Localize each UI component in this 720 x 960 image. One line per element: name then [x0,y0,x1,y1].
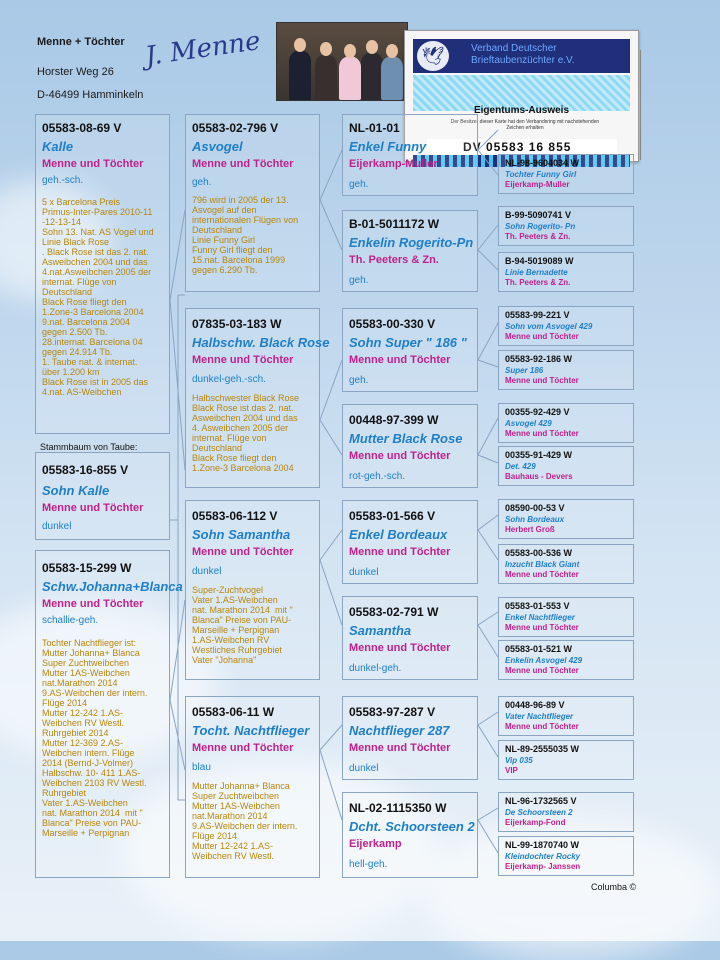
pedigree-box-gen5 [498,154,634,194]
breeder: Menne und Töchter [349,546,451,558]
pigeon-name: Sohn vom Asvogel 429 [505,322,593,331]
ring-number: NL-01-01 [349,121,400,135]
pedigree-box-gen5 [498,597,634,637]
pedigree-box-gen4 [342,114,478,196]
pigeon-name: Sohn Samantha [192,527,291,542]
feather-color: dunkel-geh.-sch. [192,374,266,385]
breeder: Menne und Töchter [192,546,294,558]
feather-color: rot-geh.-sch. [349,471,406,482]
feather-color: dunkel [192,566,222,577]
pigeon-name: Sohn Super " 186 " [349,335,467,350]
ring-number: B-99-5090741 V [505,210,572,220]
feather-color: dunkel [349,763,379,774]
pedigree-box-gen5 [498,640,634,680]
breeder: Menne und Töchter [42,598,144,610]
breeder: Menne und Töchter [42,158,144,170]
ring-number: 05583-00-330 V [349,317,436,331]
ring-number: 00448-97-399 W [349,413,439,427]
pigeon-name: Enkel Nachtflieger [505,613,575,622]
ring-number: NL-89-2555035 W [505,744,580,754]
feather-color: dunkel [42,521,72,532]
pigeon-name: Super 186 [505,366,544,375]
pigeon-name: Schw.Johanna+Blanca [42,579,183,594]
owner-name: Menne + Töchter [37,36,125,48]
pigeon-notes: 5 x Barcelona Preis Primus-Inter-Pares 2010-11 -12-13-14 Sohn 13. Nat. AS Vogel und Linie Black Rose . Black Rose ist das 2. nat. Asweibchen 2004 und das 4.nat.Asweibchen 2005 der internat. Flüge von Deutschland Black Rose fliegt den 1.Zone-3 Barcelona 2004 9.nat. Barcelona 2004 gegen 2.500 Tb. 28.internat. Barcelona 04 gegen 24.914 Tb. 1. Taube nat. & internat. über 1.200 km Black Rose ist in 2005 das 4.nat. AS-Weibchen [42,197,154,397]
ring-number: 05583-06-112 V [192,509,278,523]
breeder: Th. Peeters & Zn. [505,232,571,241]
breeder: Menne und Töchter [505,376,579,385]
breeder: Menne und Töchter [505,570,579,579]
pedigree-box-gen5 [498,544,634,584]
pigeon-name: Nachtflieger 287 [349,723,450,738]
ring-number: NL-96-1732565 V [505,796,577,806]
pedigree-box-gen5 [498,206,634,246]
pedigree-box-gen5 [498,446,634,486]
pedigree-box-father [35,114,170,434]
feather-color: schallie-geh. [42,615,99,626]
ring-number: B-01-5011172 W [349,217,440,231]
pigeon-name: Mutter Black Rose [349,431,463,446]
breeder: Menne und Töchter [505,429,579,438]
ring-number: NL-99-1870740 W [505,840,580,850]
feather-color: geh. [192,177,212,188]
pedigree-box-gen3 [185,500,320,680]
card-organization: Verband Deutscher Brieftaubenzüchter e.V. [471,43,575,66]
breeder: Eijerkamp-Muller [505,180,570,189]
pedigree-box-gen5 [498,499,634,539]
breeder: Menne und Töchter [505,666,579,675]
pedigree-box-gen3 [185,114,320,292]
pigeon-name: Dcht. Schoorsteen 2 [349,819,475,834]
breeder: Eijerkamp [349,838,402,850]
pigeon-name: Kalle [42,139,74,154]
ring-number: 05583-97-287 V [349,705,436,719]
ring-number: 05583-06-11 W [192,705,275,719]
breeder: Menne und Töchter [505,332,579,341]
feather-color: dunkel-geh. [349,663,402,674]
pedigree-box-gen4 [342,696,478,780]
pigeon-name: Halbschw. Black Rose [192,335,330,350]
feather-color: hell-geh. [349,859,388,870]
feather-color: geh. [349,275,369,286]
ring-number: 05583-15-299 W [42,561,132,575]
pigeon-notes: 796 wird in 2005 der 13. Asvogel auf den internationalen Flügen von Deutschland Linie Funny Girl Funny Girl fliegt den 15.nat. Barcelona 1999 gegen 6.290 Tb. [192,195,299,275]
pigeon-name: Det. 429 [505,462,536,471]
pedigree-box-gen5 [498,740,634,780]
pigeon-name: Vater Nachtflieger [505,712,574,721]
ring-number: 07835-03-183 W [192,317,282,331]
pedigree-box-gen4 [342,596,478,680]
pedigree-label: Stammbaum von Taube: [40,442,138,452]
feather-color: geh.-sch. [42,175,84,186]
pedigree-box-gen5 [498,306,634,346]
breeder: Eijerkamp-Fond [505,818,566,827]
ring-number: 05583-01-521 W [505,644,573,654]
ring-number: 05583-08-69 V [42,121,122,135]
pigeon-name: Vip 035 [505,756,533,765]
pigeon-notes: Halbschwester Black Rose Black Rose ist das 2. nat. Asweibchen 2004 und das 4. Asweibchen 2005 der internat. Flüge von Deutschland Black Rose fliegt den 1.Zone-3 Barcelona 2004 [192,393,300,473]
ring-number: 05583-00-536 W [505,548,573,558]
pigeon-name: Asvogel 429 [505,419,552,428]
breeder: VIP [505,766,518,775]
ring-number: 05583-02-796 V [192,121,279,135]
pigeon-notes: Super-Zuchtvogel Vater 1.AS-Weibchen nat. Marathon 2014 mit " Blanca" Preise von PAU- Marseille + Perpignan 1.AS-Weibchen RV Westliches Ruhrgebiet Vater "Johanna" [192,585,293,665]
ring-number: NL-98-9604034 W [505,158,580,168]
breeder: Menne und Töchter [349,354,451,366]
pigeon-name: Tochter Funny Girl [505,170,577,179]
breeder: Menne und Töchter [42,502,144,514]
pigeon-name: Kleindochter Rocky [505,852,581,861]
pigeon-name: Enkel Bordeaux [349,527,448,542]
pedigree-box-gen5 [498,252,634,292]
ring-number: 08590-00-53 V [505,503,565,513]
pedigree-box-gen5 [498,696,634,736]
breeder: Th. Peeters & Zn. [349,254,439,266]
pigeon-name: Linie Bernadette [505,268,568,277]
breeder: Herbert Groß [505,525,555,534]
breeder: Menne und Töchter [192,158,294,170]
breeder: Menne und Töchter [505,623,579,632]
pedigree-box-gen5 [498,350,634,390]
pedigree-box-gen5 [498,792,634,832]
ring-number: 00448-96-89 V [505,700,565,710]
pedigree-box-gen3 [185,696,320,878]
breeder: Menne und Töchter [349,450,451,462]
ring-number: 05583-92-186 W [505,354,573,364]
pedigree-box-gen4 [342,792,478,878]
ring-number: NL-02-1115350 W [349,801,447,815]
pedigree-box-gen4 [342,500,478,584]
feather-color: geh. [349,179,369,190]
ring-number: 05583-01-553 V [505,601,570,611]
pedigree-box-gen3 [185,308,330,488]
breeder: Menne und Töchter [505,722,579,731]
pigeon-name: Tocht. Nachtflieger [192,723,310,738]
breeder: Eijerkamp- Janssen [505,862,581,871]
pigeon-name: Enkelin Asvogel 429 [505,656,583,665]
ring-number: 05583-01-566 V [349,509,436,523]
pigeon-name: Sohn Rogerito- Pn [505,222,576,231]
ring-number: B-94-5019089 W [505,256,574,266]
pedigree-box-gen4 [342,308,478,392]
ring-number: 00355-92-429 V [505,407,570,417]
pigeon-notes: Mutter Johanna+ Blanca Super Zuchtweibchen Mutter 1AS-Weibchen nat.Marathon 2014 9.AS-Weibchen der intern. Flüge 2014 Mutter 12-242 1.AS- Weibchen RV Westl. [192,781,298,861]
pedigree-box-gen5 [498,836,634,876]
pedigree-box-gen4 [342,210,478,292]
owner-city: D-46499 Hamminkeln [37,89,144,101]
pigeon-name: Sohn Kalle [42,483,110,498]
pedigree-box-subject [35,452,170,540]
owner-street: Horster Weg 26 [37,66,114,78]
breeder: Eijerkamp-Muller [349,158,438,170]
breeder: Menne und Töchter [349,642,451,654]
card-title: Eigentums-Ausweis [473,105,570,116]
ring-number: 05583-02-791 W [349,605,439,619]
copyright: Columba © [591,882,637,892]
pigeon-name: Asvogel [192,139,243,154]
pedigree-box-gen4 [342,404,478,488]
feather-color: blau [192,762,211,773]
pigeon-name: Samantha [349,623,412,638]
breeder: Menne und Töchter [349,742,451,754]
breeder: Menne und Töchter [192,354,294,366]
pigeon-name: Enkel Funny [349,139,427,154]
pigeon-name: Inzucht Black Giant [505,560,580,569]
feather-color: dunkel [349,567,379,578]
pigeon-name: Sohn Bordeaux [505,515,565,524]
card-ring-id: DV 05583 16 855 [427,139,617,155]
pigeon-name: De Schoorsteen 2 [505,808,573,817]
pigeon-notes: Tochter Nachtflieger ist: Mutter Johanna+ Blanca Super Zuchtweibchen Mutter 1AS-Weibchen nat.Marathon 2014 9.AS-Weibchen der intern. Flüge 2014 Mutter 12-242 1.AS- Weibchen RV Westl. Ruhrgebiet 2014 Mutter 12-369 2.AS- Weibchen intern. Flüge 2014 (Bernd-J-Volmer) Halbschw. 10- 411 1.AS- Weibchen 2103 RV Westl. Ruhrgebiet Vater 1.AS-Weibchen nat. Marathon 2014 mit " Blanca" Preise von PAU- Marseille + Perpignan [42,638,148,838]
ring-number: 05583-99-221 V [505,310,570,320]
ring-number: 00355-91-429 W [505,450,573,460]
breeder: Bauhaus - Devers [505,472,573,481]
card-body: Der Besitzer dieser Karte hat den Verbandsring mit nachstehenden Zeichen erhalten [450,119,600,131]
pedigree-box-mother [35,550,183,878]
pigeon-logo-icon: 🕊 [417,41,449,71]
breeder: Menne und Töchter [192,742,294,754]
ring-number: 05583-16-855 V [42,463,129,477]
owner-signature: J. Menne [143,26,263,72]
breeder: Th. Peeters & Zn. [505,278,571,287]
pigeon-name: Enkelin Rogerito-Pn [349,235,474,250]
feather-color: geh. [349,375,369,386]
pedigree-box-gen5 [498,403,634,443]
